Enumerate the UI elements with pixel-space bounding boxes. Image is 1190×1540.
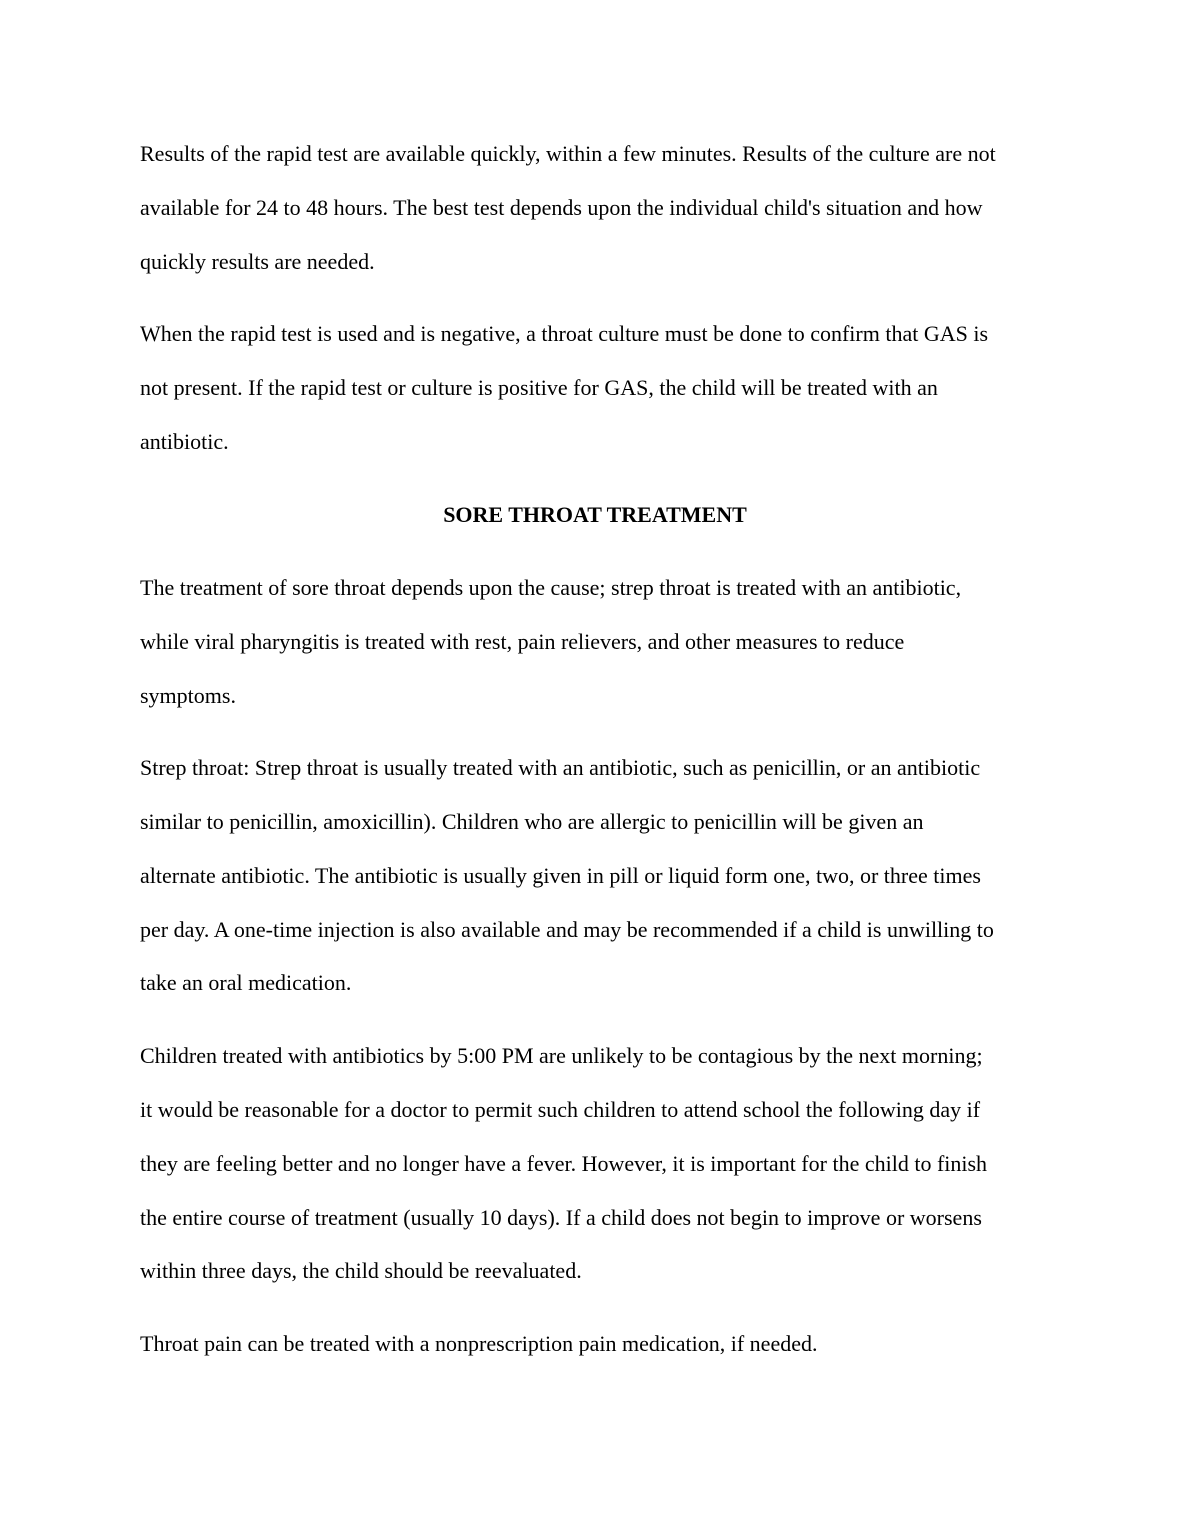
paragraph-3-line-2: while viral pharyngitis is treated with rest, pain relievers, and other measures to reduce [140, 629, 905, 654]
paragraph-3-line-3: symptoms. [140, 683, 236, 708]
paragraph-5-line-3: they are feeling better and no longer have a fever. However, it is important for the child to finish [140, 1151, 988, 1176]
paragraph-2-line-1: When the rapid test is used and is negative, a throat culture must be done to confirm that GAS is [140, 321, 989, 346]
paragraph-1-line-1: Results of the rapid test are available quickly, within a few minutes. Results of the culture are not [140, 141, 996, 166]
paragraph-2-line-3: antibiotic. [140, 429, 229, 454]
paragraph-1-line-3: quickly results are needed. [140, 249, 375, 274]
section-heading: SORE THROAT TREATMENT [443, 502, 747, 527]
paragraph-6-line-1: Throat pain can be treated with a nonprescription pain medication, if needed. [140, 1331, 818, 1356]
paragraph-5-line-2: it would be reasonable for a doctor to permit such children to attend school the following day if [140, 1097, 981, 1122]
paragraph-4-line-4: per day. A one-time injection is also available and may be recommended if a child is unwilling to [140, 917, 994, 942]
paragraph-1-line-2: available for 24 to 48 hours. The best test depends upon the individual child's situation and how [140, 195, 983, 220]
paragraph-5-line-1: Children treated with antibiotics by 5:00 PM are unlikely to be contagious by the next morning; [140, 1043, 983, 1068]
paragraph-4-line-5: take an oral medication. [140, 970, 352, 995]
paragraph-5-line-5: within three days, the child should be reevaluated. [140, 1258, 582, 1283]
paragraph-4-line-1: Strep throat: Strep throat is usually treated with an antibiotic, such as penicillin, or an antibiotic [140, 755, 981, 780]
paragraph-4-line-3: alternate antibiotic. The antibiotic is usually given in pill or liquid form one, two, or three times [140, 863, 981, 888]
paragraph-3-line-1: The treatment of sore throat depends upon the cause; strep throat is treated with an antibiotic, [140, 575, 962, 600]
paragraph-5-line-4: the entire course of treatment (usually 10 days). If a child does not begin to improve or worsens [140, 1205, 982, 1230]
paragraph-2-line-2: not present. If the rapid test or culture is positive for GAS, the child will be treated with an [140, 375, 938, 400]
paragraph-4-line-2: similar to penicillin, amoxicillin). Children who are allergic to penicillin will be given an [140, 809, 924, 834]
